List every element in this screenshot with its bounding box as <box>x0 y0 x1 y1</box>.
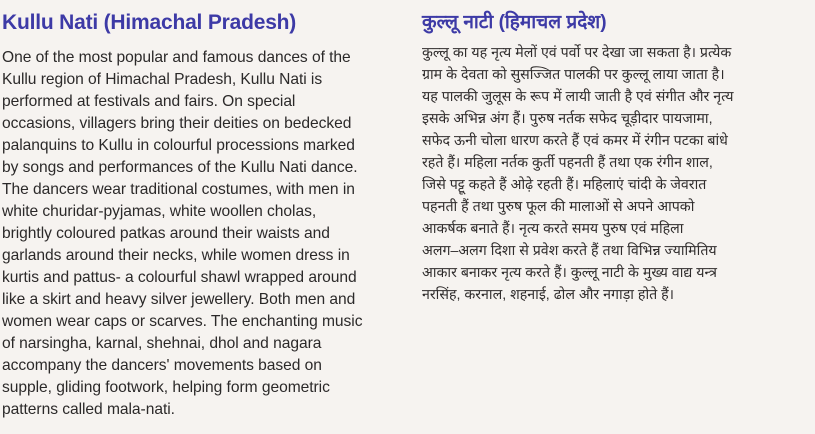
hindi-line: इसके अभिन्न अंग हैं। पुरुष नर्तक सफेद चूड़ीदार पायजामा, <box>422 111 713 127</box>
english-line: supple, gliding footwork, helping form geometric <box>2 379 330 396</box>
hindi-line: कुल्लू का यह नृत्य मेलों एवं पर्वो पर देखा जा सकता है। प्रत्येक <box>422 45 732 61</box>
english-line: like a skirt and heavy silver jewellery. Both men and <box>2 291 356 308</box>
hindi-line: अलग–अलग दिशा से प्रवेश करते हैं तथा विभिन्न ज्यामितिय <box>422 243 717 259</box>
english-line: kurtis and pattus- a colourful shawl wrapped around <box>2 269 357 286</box>
english-line: garlands around their necks, while women dress in <box>2 247 350 264</box>
hindi-line: रहते हैं। महिला नर्तक कुर्ती पहनती हैं तथा एक रंगीन शाल, <box>422 155 713 171</box>
english-line: One of the most popular and famous dances of the <box>2 49 351 66</box>
hindi-line: नरसिंह, करनाल, शहनाई, ढोल और नगाड़ा होते हैं। <box>422 287 675 303</box>
hindi-line: आकर्षक बनाते हैं। नृत्य करते समय पुरुष एवं महिला <box>422 221 684 237</box>
english-line: brightly coloured patkas around their waists and <box>2 225 330 242</box>
hindi-line: आकार बनाकर नृत्य करते हैं। कुल्लू नाटी के मुख्य वाद्य यन्त्र <box>422 265 717 281</box>
english-title: Kullu Nati (Himachal Pradesh) <box>2 11 297 34</box>
english-line: accompany the dancers' movements based on <box>2 357 322 374</box>
hindi-line: ग्राम के देवता को सुसज्जित पालकी पर कुल्लू लाया जाता है। <box>422 67 725 83</box>
hindi-line: जिसे पट्टू कहते हैं ओढ़े रहती हैं। महिलाएं चांदी के जेवरात <box>422 177 707 193</box>
english-line: palanquins to Kullu in colourful processions marked <box>2 137 355 154</box>
english-line: occasions, villagers bring their deities on bedecked <box>2 115 352 132</box>
english-line: by songs and performances of the Kullu Nati dance. <box>2 159 358 176</box>
hindi-title: कुल्लू नाटी (हिमाचल प्रदेश) <box>422 12 607 33</box>
english-line: patterns called mala-nati. <box>2 401 175 418</box>
english-line: white churidar-pyjamas, white woollen cholas, <box>2 203 317 220</box>
hindi-line: यह पालकी जुलूस के रूप में लायी जाती है एवं संगीत और नृत्य <box>422 89 734 105</box>
hindi-line: पहनती हैं तथा पुरुष फूल की मालाओं से अपने आपको <box>422 199 695 215</box>
english-line: Kullu region of Himachal Pradesh, Kullu Nati is <box>2 71 323 88</box>
english-line: performed at festivals and fairs. On special <box>2 93 296 110</box>
english-line: women wear caps or scarves. The enchanting music <box>2 313 363 330</box>
english-line: The dancers wear traditional costumes, with men in <box>2 181 355 198</box>
english-line: of narsingha, karnal, shehnai, dhol and nagara <box>2 335 322 352</box>
hindi-line: सफेद ऊनी चोला धारण करते हैं एवं कमर में रंगीन पटका बांधे <box>422 133 728 149</box>
